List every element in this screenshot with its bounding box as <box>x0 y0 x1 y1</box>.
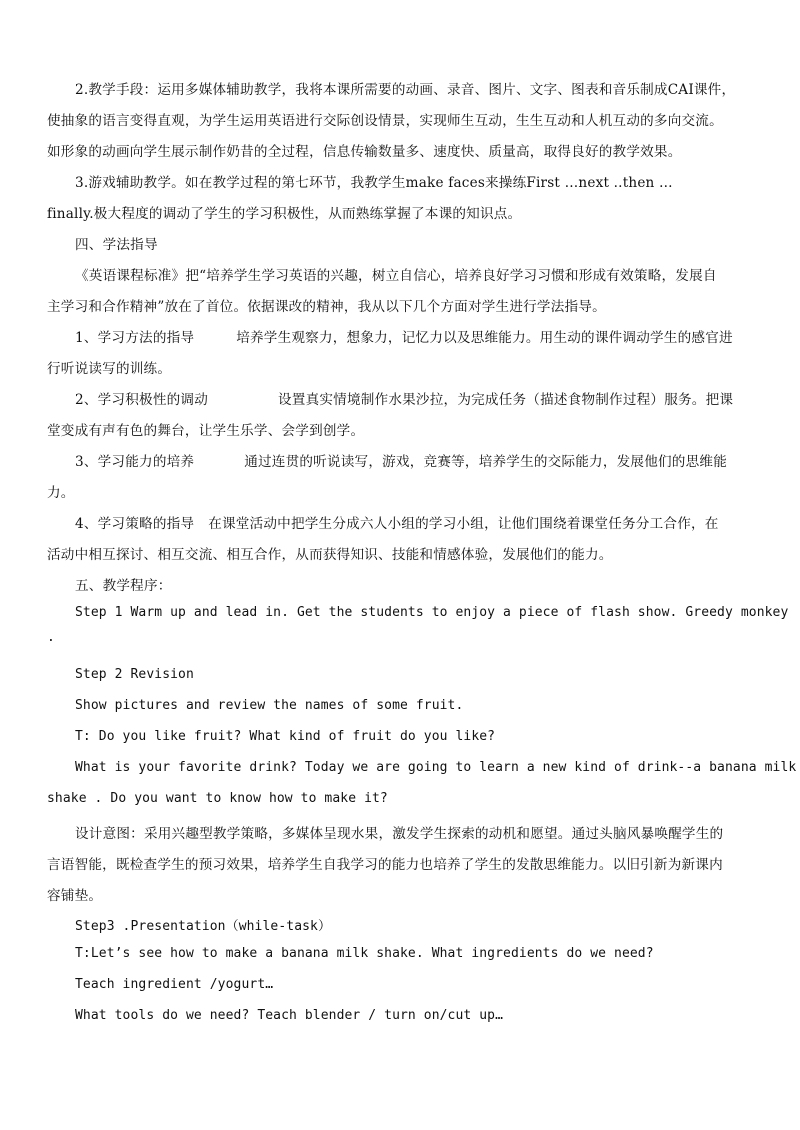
item-heading: 1、学习方法的指导 <box>75 330 195 346</box>
item-heading: 3、学习能力的培养 <box>75 454 195 470</box>
paragraph-teaching-means: 2.教学手段：运用多媒体辅助教学，我将本课所需要的动画、录音、图片、文字、图表和音乐制成CAI课件， <box>75 82 736 98</box>
text-line: T: Do you like fruit? What kind of fruit do you like? <box>75 729 496 744</box>
item-text: 在课堂活动中把学生分成六人小组的学习小组，让他们围绕着课堂任务分工合作，在 <box>208 516 719 532</box>
text-line: What is your favorite drink? Today we are going to learn a new kind of drink--a banana milk <box>75 760 797 775</box>
text-line: 力。 <box>47 485 75 501</box>
step-2-heading: Step 2 Revision <box>75 667 194 682</box>
text-line: . <box>47 630 55 645</box>
paragraph-study-method <box>75 326 733 346</box>
text-line: Teach ingredient /yogurt… <box>75 977 274 992</box>
item-text: 通过连贯的听说读写，游戏，竞赛等，培养学生的交际能力，发展他们的思维能 <box>244 454 727 470</box>
item-heading: 2、学习积极性的调动 <box>75 392 208 408</box>
item-heading: 4、学习策略的指导 <box>75 516 195 532</box>
text-line: T:Let’s see how to make a banana milk shake. What ingredients do we need? <box>75 946 654 961</box>
step-3-heading: Step3 .Presentation（while-task） <box>75 919 332 934</box>
step-1-line: Step 1 Warm up and lead in. Get the students to enjoy a piece of flash show. Greedy monkey <box>75 605 789 620</box>
section-heading-study-guidance: 四、学法指导 <box>75 237 158 253</box>
text-line: Show pictures and review the names of some fruit. <box>75 698 464 713</box>
text-line: 行听说读写的训练。 <box>47 361 172 377</box>
text-line: shake . Do you want to know how to make it? <box>47 791 388 806</box>
item-text: 设置真实情境制作水果沙拉，为完成任务（描述食物制作过程）服务。把课 <box>278 392 734 408</box>
text-line: 堂变成有声有色的舞台，让学生乐学、会学到创学。 <box>47 423 365 439</box>
text-line: finally.极大程度的调动了学生的学习积极性，从而熟练掌握了本课的知识点。 <box>47 206 522 222</box>
section-heading-teaching-procedure: 五、教学程序： <box>75 578 172 594</box>
paragraph-motivation <box>75 388 733 408</box>
paragraph-ability <box>75 450 727 470</box>
item-text: 培养学生观察力，想象力，记忆力以及思维能力。用生动的课件调动学生的感官进 <box>236 330 733 346</box>
text-line: 活动中相互探讨、相互交流、相互合作，从而获得知识、技能和情感体验，发展他们的能力。 <box>47 547 613 563</box>
design-intent-paragraph: 设计意图：采用兴趣型教学策略，多媒体呈现水果，激发学生探索的动机和愿望。通过头脑风暴唤醒学生的 <box>75 826 724 842</box>
text-line: 主学习和合作精神”放在了首位。依据课改的精神，我从以下几个方面对学生进行学法指导。 <box>47 299 606 315</box>
text-line: 容铺垫。 <box>47 888 103 904</box>
paragraph-curriculum-standard: 《英语课程标准》把“培养学生学习英语的兴趣，树立自信心，培养良好学习习惯和形成有效策略，发展自 <box>75 268 717 284</box>
paragraph-game-teaching: 3.游戏辅助教学。如在教学过程的第七环节，我教学生make faces来操练First …next ..then … <box>75 175 673 191</box>
text-line: What tools do we need? Teach blender / turn on/cut up… <box>75 1008 504 1023</box>
text-line: 使抽象的语言变得直观，为学生运用英语进行交际创设情景，实现师生互动，生生互动和人机互动的多向交流。 <box>47 113 723 129</box>
text-line: 言语智能，既检查学生的预习效果，培养学生自我学习的能力也培养了学生的发散思维能力。以旧引新为新课内 <box>47 857 723 873</box>
text-line: 如形象的动画向学生展示制作奶昔的全过程，信息传输数量多、速度快、质量高，取得良好的教学效果。 <box>47 144 682 160</box>
paragraph-strategy <box>75 512 719 532</box>
